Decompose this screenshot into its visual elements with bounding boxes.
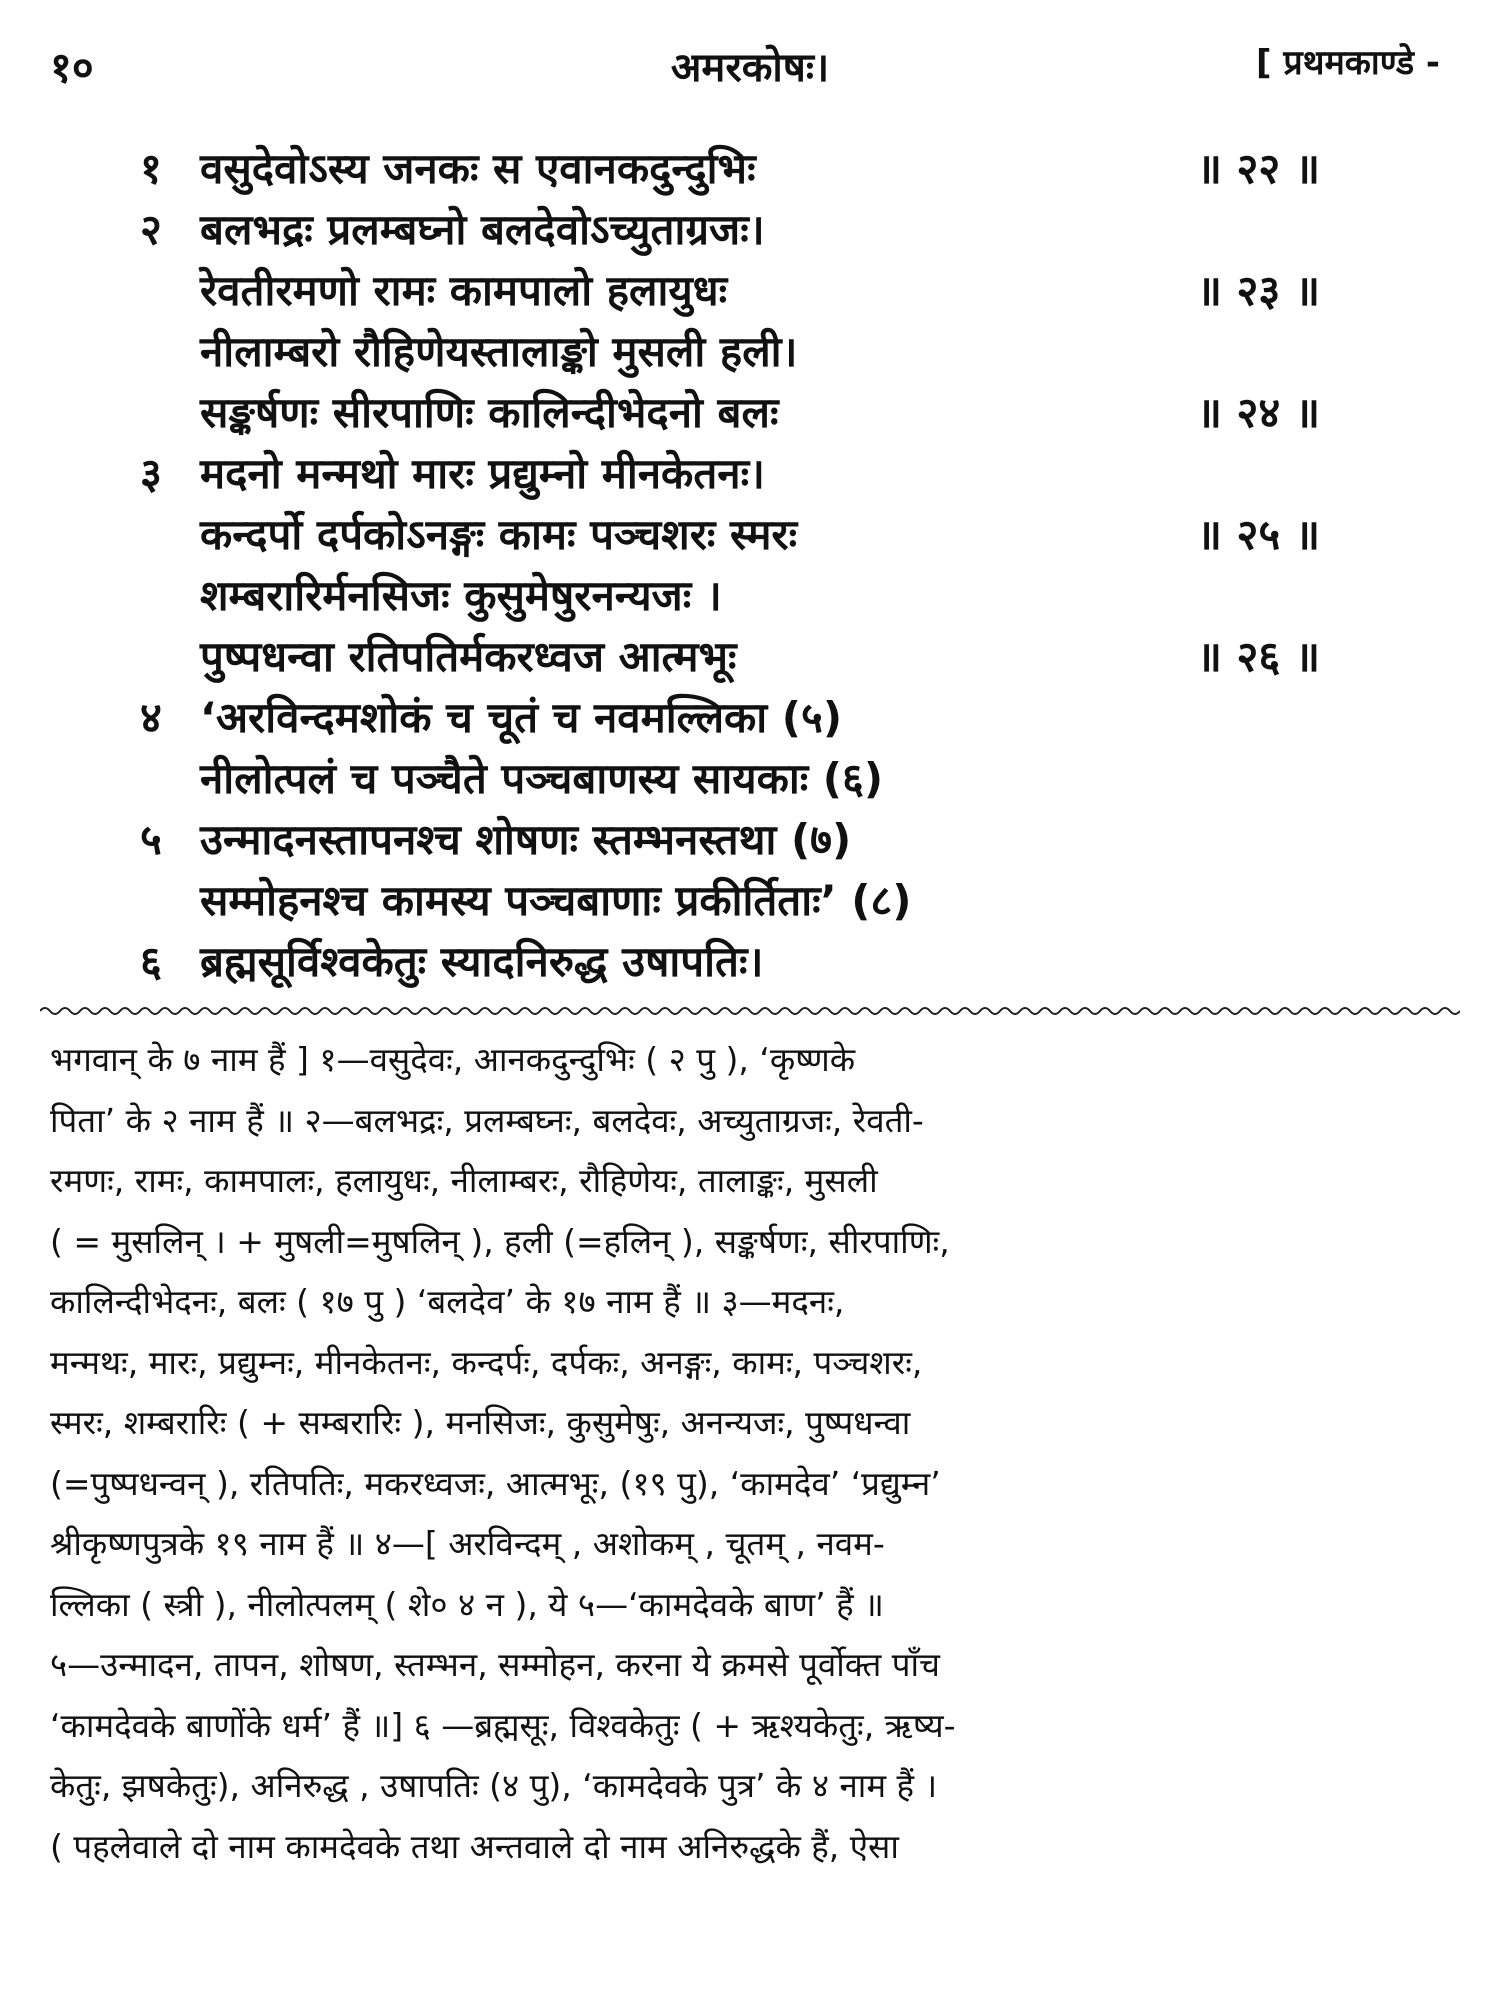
- verse-number: ६: [140, 937, 162, 986]
- verse-text: नीलाम्बरो रौहिणेयस्तालाङ्को मुसली हली।: [200, 327, 798, 376]
- verse-number: १: [140, 144, 162, 193]
- commentary-line: मन्मथः, मारः, प्रद्युम्नः, मीनकेतनः, कन्दर्पः, दर्पकः, अनङ्गः, कामः, पञ्चशरः,: [50, 1342, 923, 1382]
- commentary-block: [50, 1030, 1460, 1877]
- commentary-line: भगवान् के ७ नाम हैं ] १—वसुदेवः, आनकदुन्दुभिः ( २ पु ), ‘कृष्णके: [50, 1040, 856, 1079]
- running-title: अमरकोषः।: [670, 45, 830, 91]
- verse-line: [140, 931, 1320, 992]
- verse-line: [140, 870, 1320, 931]
- verse-line: [140, 382, 1320, 443]
- verse-line: [140, 260, 1320, 321]
- verse-end-number: ॥ २५ ॥: [1196, 510, 1320, 559]
- commentary-line: कालिन्दीभेदनः, बलः ( १७ पु ) ‘बलदेव’ के १७ नाम हैं ॥ ३—मदनः,: [50, 1282, 845, 1321]
- verse-end-number: ॥ २३ ॥: [1196, 266, 1320, 315]
- verse-text: कन्दर्पो दर्पकोऽनङ्गः कामः पञ्चशरः स्मरः: [200, 510, 798, 559]
- verse-text: वसुदेवोऽस्य जनकः स एवानकदुन्दुभिः: [200, 144, 756, 193]
- verse-text: ‘अरविन्दमशोकं च चूतं च नवमल्लिका (५): [200, 693, 843, 742]
- commentary-line: रमणः, रामः, कामपालः, हलायुधः, नीलाम्बरः, रौहिणेयः, तालाङ्कः, मुसली: [50, 1161, 878, 1200]
- verse-line: [140, 626, 1320, 687]
- verse-text: मदनो मन्मथो मारः प्रद्युम्नो मीनकेतनः।: [200, 449, 765, 498]
- commentary-line: (=पुष्पधन्वन् ), रतिपतिः, मकरध्वजः, आत्मभूः, (१९ पु), ‘कामदेव’ ‘प्रद्युम्न’: [50, 1463, 941, 1503]
- verse-number: ३: [140, 449, 162, 498]
- verse-line: [140, 138, 1320, 199]
- verse-number: ४: [140, 693, 162, 742]
- verse-line: [140, 687, 1320, 748]
- section-title: [ प्रथमकाण्डे -: [1256, 43, 1440, 83]
- verse-text: ब्रह्मसूर्विश्वकेतुः स्यादनिरुद्ध उषापतिः।: [200, 937, 764, 986]
- verse-line: [140, 321, 1320, 382]
- wavy-divider: [40, 1002, 1460, 1020]
- verse-text: शम्बरारिर्मनसिजः कुसुमेषुरनन्यजः ।: [200, 571, 722, 620]
- commentary-line: ( पहलेवाले दो नाम कामदेवके तथा अन्तवाले दो नाम अनिरुद्धके हैं, ऐसा: [50, 1826, 899, 1866]
- commentary-line: स्मरः, शम्बरारिः ( + सम्बरारिः ), मनसिजः, कुसुमेषुः, अनन्यजः, पुष्पधन्वा: [50, 1403, 911, 1442]
- verse-line: [140, 443, 1320, 504]
- commentary-line: श्रीकृष्णपुत्रके १९ नाम हैं ॥ ४—[ अरविन्दम् , अशोकम् , चूतम् , नवम-: [50, 1524, 885, 1563]
- verse-line: [140, 809, 1320, 870]
- commentary-line: ५—उन्मादन, तापन, शोषण, स्तम्भन, सम्मोहन, करना ये क्रमसे पूर्वोक्त पाँच: [50, 1645, 941, 1684]
- verse-text: उन्मादनस्तापनश्च शोषणः स्तम्भनस्तथा (७): [200, 815, 852, 864]
- verse-text: रेवतीरमणो रामः कामपालो हलायुधः: [200, 266, 728, 315]
- commentary-line: केतुः, झषकेतुः), अनिरुद्ध , उषापतिः (४ पु), ‘कामदेवके पुत्र’ के ४ नाम हैं ।: [50, 1766, 938, 1805]
- verse-end-number: ॥ २६ ॥: [1196, 632, 1320, 681]
- verse-text: सम्मोहनश्च कामस्य पञ्चबाणाः प्रकीर्तिताः’ (८): [200, 876, 912, 925]
- commentary-line: ‘कामदेवके बाणोंके धर्म’ हैं ॥] ६ —ब्रह्मसूः, विश्वकेतुः ( + ऋश्यकेतुः, ऋष्य-: [50, 1705, 956, 1745]
- verse-line: [140, 565, 1320, 626]
- verse-text: पुष्पधन्वा रतिपतिर्मकरध्वज आत्मभूः: [200, 632, 737, 681]
- commentary-line: ल्लिका ( स्त्री ), नीलोत्पलम् ( शे० ४ न ), ये ५—‘कामदेवके बाण’ हैं ॥: [50, 1584, 884, 1624]
- verse-line: [140, 748, 1320, 809]
- verse-block: [140, 138, 1320, 992]
- page-number: १०: [50, 43, 94, 92]
- commentary-line: पिता’ के २ नाम हैं ॥ २—बलभद्रः, प्रलम्बघ्नः, बलदेवः, अच्युताग्रजः, रेवती-: [50, 1100, 924, 1140]
- verse-text: नीलोत्पलं च पञ्चैते पञ्चबाणस्य सायकाः (६): [200, 754, 884, 803]
- verse-end-number: ॥ २४ ॥: [1196, 388, 1320, 437]
- verse-number: २: [140, 205, 162, 254]
- verse-end-number: ॥ २२ ॥: [1196, 144, 1320, 193]
- verse-line: [140, 504, 1320, 565]
- commentary-line: ( = मुसलिन् । + मुषली=मुषलिन् ), हली (=हलिन् ), सङ्कर्षणः, सीरपाणिः,: [50, 1221, 950, 1261]
- verse-line: [140, 199, 1320, 260]
- verse-number: ५: [140, 815, 162, 864]
- verse-text: बलभद्रः प्रलम्बघ्नो बलदेवोऽच्युताग्रजः।: [200, 205, 765, 254]
- page-header: [40, 38, 1460, 98]
- verse-text: सङ्कर्षणः सीरपाणिः कालिन्दीभेदनो बलः: [200, 388, 779, 437]
